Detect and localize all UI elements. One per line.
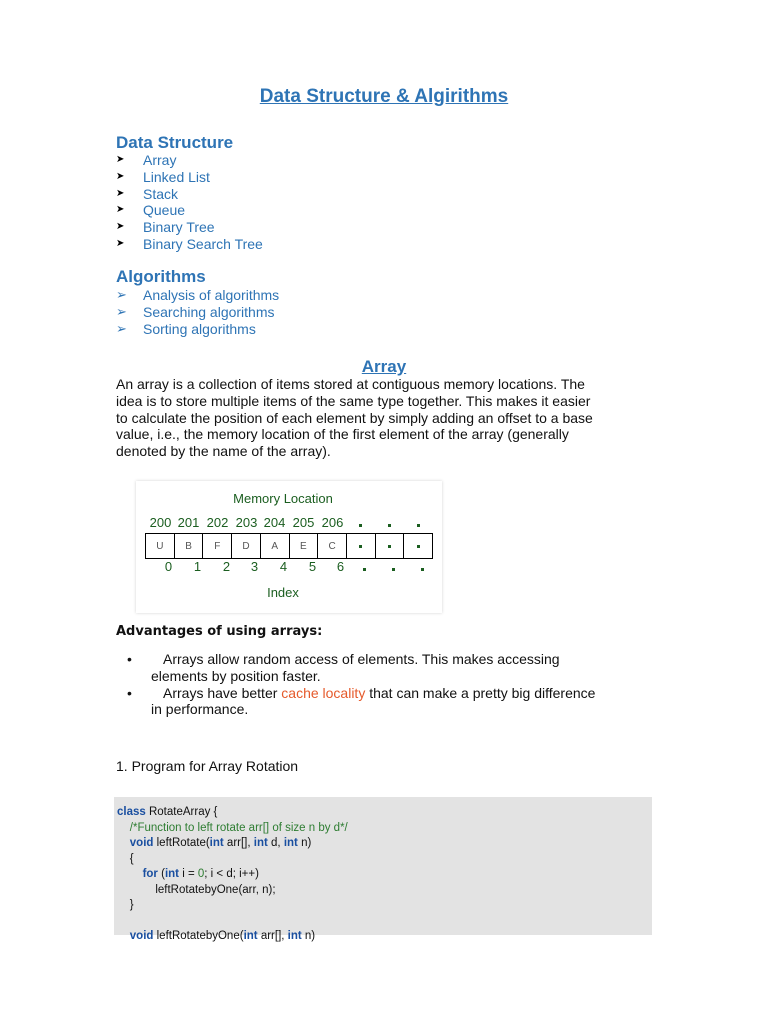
ellipsis-dot	[350, 559, 379, 574]
array-cell: C	[318, 534, 347, 558]
address-label: 205	[292, 515, 315, 530]
code-text: {	[129, 852, 134, 865]
list-item[interactable]	[116, 152, 263, 169]
code-text: leftRotatebyOne(	[153, 930, 244, 942]
array-cell: E	[290, 534, 319, 558]
code-text: leftRotatebyOne(arr, n);	[155, 883, 276, 896]
list-item[interactable]	[116, 219, 263, 236]
arrow-bullet-icon: ➤	[116, 187, 125, 199]
address-label: 204	[263, 515, 286, 530]
algorithms-list	[116, 287, 279, 337]
arrow-bullet-icon: ➢	[116, 303, 127, 319]
array-cell-empty	[347, 534, 376, 558]
list-item-label: Queue	[143, 202, 186, 219]
array-cell: D	[232, 534, 261, 558]
program-heading: 1. Program for Array Rotation	[116, 758, 299, 774]
code-keyword: int	[287, 930, 302, 942]
code-text: leftRotate(	[153, 837, 210, 849]
arrow-bullet-icon: ➤	[116, 237, 125, 249]
code-keyword: void	[129, 930, 154, 942]
list-item-label: Searching algorithms	[143, 303, 275, 320]
code-text: n)	[297, 837, 312, 849]
code-number: 0	[197, 868, 205, 880]
list-item-label: Array	[143, 152, 177, 168]
code-text: arr[],	[257, 930, 288, 942]
code-text: RotateArray {	[145, 806, 218, 818]
index-caption: Index	[267, 585, 299, 600]
code-keyword: class	[117, 806, 146, 818]
list-item-label: Binary Search Tree	[143, 235, 263, 252]
memory-location-label: Memory Location	[233, 491, 333, 506]
address-label: 200	[149, 515, 172, 530]
code-keyword: int	[164, 868, 179, 880]
index-label: 1	[193, 559, 202, 574]
ellipsis-dot	[408, 559, 437, 574]
advantage-text: Arrays allow random access of elements. This makes accessing	[163, 651, 560, 667]
algorithms-heading: Algorithms	[116, 267, 206, 286]
list-item[interactable]	[116, 186, 263, 203]
ellipsis-dot	[346, 515, 375, 530]
advantages-heading: Advantages of using arrays:	[116, 624, 323, 639]
index-label: 4	[279, 559, 288, 574]
page-title: Data Structure & Algirithms	[259, 86, 509, 107]
list-item[interactable]	[116, 304, 279, 321]
address-label: 203	[235, 515, 258, 530]
array-cell: B	[175, 534, 204, 558]
arrow-bullet-icon: ➢	[116, 320, 127, 336]
list-item-label: Binary Tree	[143, 219, 215, 236]
paragraph-line: An array is a collection of items stored at contiguous memory locations. The	[116, 376, 585, 392]
bullet-icon: •	[127, 651, 132, 667]
array-cell-empty	[376, 534, 405, 558]
data-structure-heading: Data Structure	[116, 133, 234, 152]
arrow-bullet-icon: ➤	[116, 204, 125, 216]
advantages-list	[116, 651, 656, 718]
cache-locality-link[interactable]: cache locality	[281, 684, 366, 701]
code-keyword: int	[243, 930, 258, 942]
array-cell: U	[146, 534, 175, 558]
code-text: arr[],	[223, 837, 254, 849]
code-keyword: int	[283, 837, 298, 849]
array-cell: A	[261, 534, 290, 558]
index-label: 5	[308, 559, 317, 574]
advantage-text: that can make a pretty big difference	[365, 684, 596, 701]
array-cell: F	[203, 534, 232, 558]
arrow-bullet-icon: ➢	[116, 287, 127, 302]
address-label: 201	[177, 515, 200, 530]
data-structure-list	[116, 152, 263, 253]
index-label: 3	[250, 559, 259, 574]
code-block	[114, 797, 652, 942]
list-item	[116, 685, 656, 719]
address-label: 202	[206, 515, 229, 530]
list-item[interactable]	[116, 321, 279, 338]
list-item-label: Sorting algorithms	[143, 320, 256, 337]
code-keyword: int	[253, 837, 268, 849]
arrow-bullet-icon: ➤	[116, 170, 125, 182]
paragraph-line: denoted by the name of the array).	[116, 443, 331, 460]
code-text: }	[129, 899, 134, 911]
advantage-text: in performance.	[151, 701, 249, 718]
code-keyword: int	[209, 837, 224, 849]
list-item[interactable]	[116, 202, 263, 219]
list-item-label: Analysis of algorithms	[143, 287, 280, 303]
ellipsis-dot	[379, 559, 408, 574]
ellipsis-dot	[404, 515, 433, 530]
array-memory-diagram	[136, 481, 442, 613]
bullet-icon: •	[127, 684, 132, 701]
paragraph-line: value, i.e., the memory location of the first element of the array (generally	[116, 426, 569, 443]
index-label: 2	[222, 559, 231, 574]
index-label: 0	[164, 559, 173, 574]
array-heading: Array	[361, 357, 407, 376]
array-cell-empty	[404, 534, 432, 558]
advantage-text: Arrays have better	[163, 684, 282, 701]
list-item-label: Linked List	[143, 168, 210, 185]
advantage-text: elements by position faster.	[151, 667, 321, 684]
code-keyword: void	[129, 837, 154, 849]
list-item	[116, 651, 656, 685]
paragraph-line: to calculate the position of each element by simply adding an offset to a base	[116, 409, 593, 426]
arrow-bullet-icon: ➤	[116, 221, 125, 233]
code-text: d,	[267, 837, 284, 849]
code-comment: /*Function to left rotate arr[] of size n by d*/	[129, 821, 348, 834]
code-text: i =	[179, 868, 198, 880]
array-description	[116, 376, 656, 460]
ellipsis-dot	[375, 515, 404, 530]
paragraph-line: idea is to store multiple items of the same type together. This makes it easier	[116, 392, 591, 409]
code-text: (	[157, 868, 165, 880]
array-cells	[145, 533, 433, 559]
code-keyword: for	[142, 868, 158, 880]
list-item[interactable]	[116, 169, 263, 186]
address-label: 206	[321, 515, 344, 530]
code-text: n)	[301, 930, 316, 942]
code-text: ; i < d; i++)	[204, 868, 259, 880]
list-item[interactable]	[116, 287, 279, 304]
index-label: 6	[336, 559, 345, 574]
list-item[interactable]	[116, 236, 263, 253]
list-item-label: Stack	[143, 185, 179, 202]
arrow-bullet-icon: ➤	[116, 154, 125, 165]
